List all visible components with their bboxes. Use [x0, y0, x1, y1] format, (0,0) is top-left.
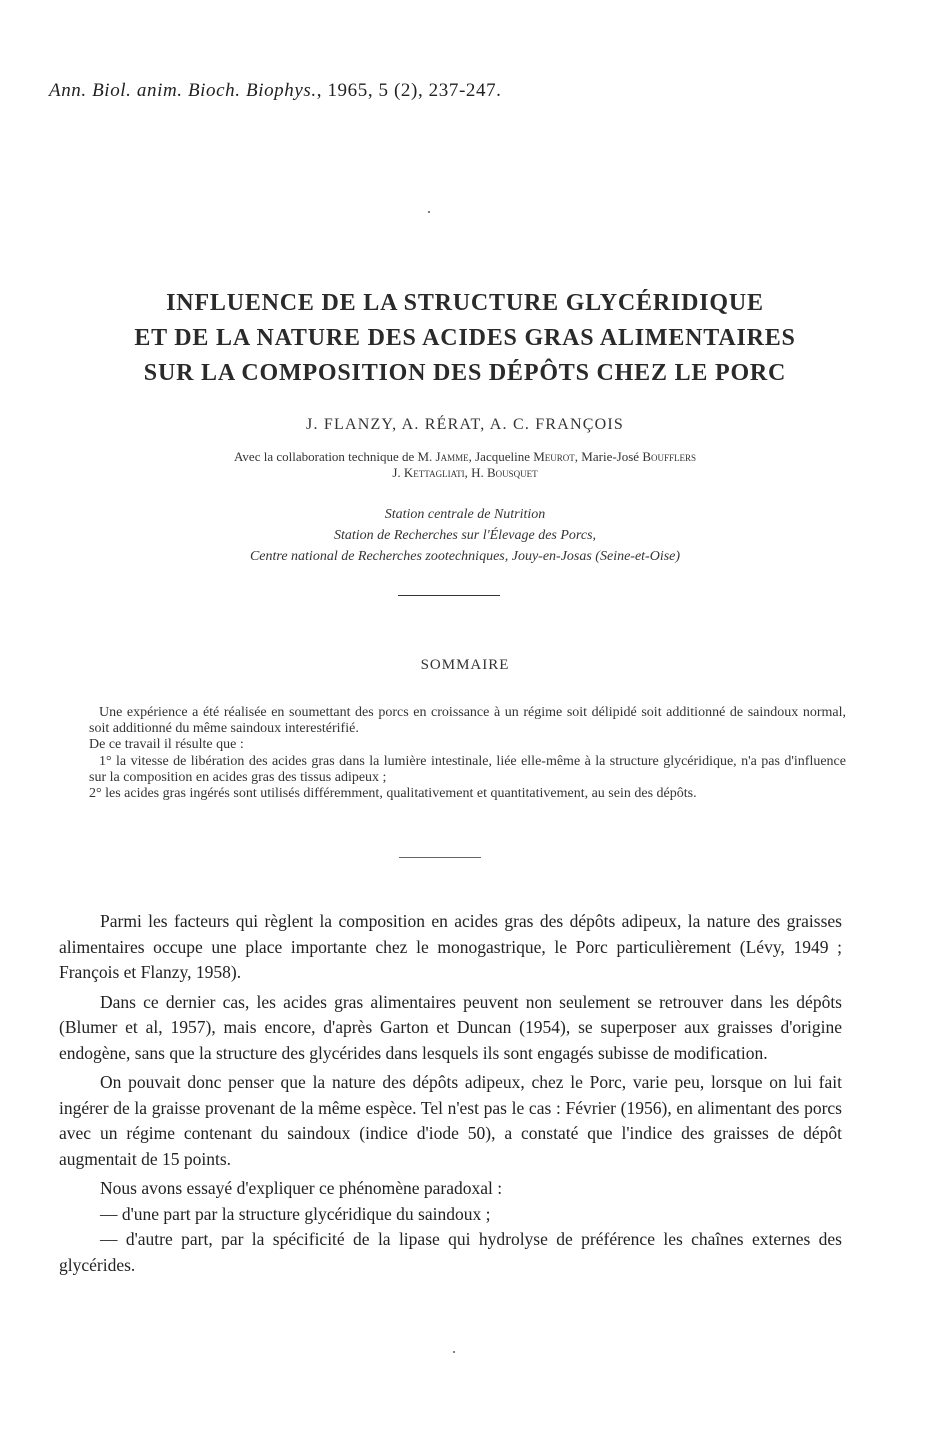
- collab-name: Meurot: [533, 449, 575, 464]
- body-text: [59, 909, 842, 1278]
- collaboration-line-2: [0, 465, 930, 481]
- body-paragraph: Parmi les facteurs qui règlent la composition en acides gras des dépôts adipeux, la nature des graisses alimentaires occupe une place importante chez le monogastrique, le Porc particulièrement (Lévy, 1949 ; François et Flanzy, 1958).: [59, 911, 842, 982]
- affiliation-line-2: Station de Recherches sur l'Élevage des Porcs,: [333, 528, 597, 543]
- collaboration-line-1: [0, 449, 930, 465]
- journal-reference: [49, 80, 502, 102]
- affiliation-line-1: Station centrale de Nutrition: [384, 507, 546, 522]
- author-list: J. FLANZY, A. RÉRAT, A. C. FRANÇOIS: [306, 416, 624, 433]
- collab-prefix: J.: [392, 465, 404, 480]
- collab-name: Kettagliati: [403, 465, 465, 480]
- speck-mark: [453, 1351, 455, 1353]
- speck-mark: [428, 211, 430, 213]
- collab-separator: , Marie-José: [574, 449, 643, 464]
- body-list-item: — d'autre part, par la spécificité de la lipase qui hydrolyse de préférence les chaînes externes des glycérides.: [59, 1229, 842, 1275]
- summary-paragraph: 2° les acides gras ingérés sont utilisés différemment, qualitativement et quantitativement, au sein des dépôts.: [89, 786, 697, 802]
- summary-text: [89, 705, 846, 802]
- summary-paragraph: De ce travail il résulte que :: [89, 737, 244, 753]
- summary-paragraph: 1° la vitesse de libération des acides gras dans la lumière intestinale, liée elle-même à la structure glycéridique, n'a pas d'influence sur la composition en acides gras des tissus adipeux ;: [89, 753, 846, 785]
- section-divider: [398, 595, 500, 596]
- affiliation: [0, 504, 930, 567]
- journal-name: Ann. Biol. anim. Bioch. Biophys.: [49, 80, 317, 101]
- section-divider: [399, 857, 481, 858]
- collab-name: Jamme: [435, 449, 469, 464]
- collab-separator: , Jacqueline: [468, 449, 534, 464]
- title-line-1: INFLUENCE DE LA STRUCTURE GLYCÉRIDIQUE: [166, 290, 764, 316]
- journal-citation: , 1965, 5 (2), 237-247.: [316, 80, 502, 101]
- collab-prefix: Avec la collaboration technique de M.: [234, 449, 436, 464]
- affiliation-line-3: Centre national de Recherches zootechniques, Jouy-en-Josas (Seine-et-Oise): [249, 549, 681, 564]
- collab-name: Bousquet: [486, 465, 538, 480]
- body-paragraph: Dans ce dernier cas, les acides gras alimentaires peuvent non seulement se retrouver dans les dépôts (Blumer et al, 1957), mais encore, d'après Garton et Duncan (1954), se superposer aux graisses d'origine endogène, sans que la structure des glycérides dans lesquels ils sont engagés subisse de modification.: [59, 991, 842, 1063]
- collab-separator: , H.: [464, 465, 487, 480]
- body-paragraph: On pouvait donc penser que la nature des dépôts adipeux, chez le Porc, varie peu, lorsque on lui fait ingérer de la graisse provenant de la même espèce. Tel n'est pas le cas : Février (1956), en alimentant des porcs avec un régime contenant du saindoux (indice d'iode 50), a constaté que l'indice des graisses de dépôt augmentait de 15 points.: [59, 1072, 842, 1169]
- collaboration-note: [0, 449, 930, 481]
- title-line-2: ET DE LA NATURE DES ACIDES GRAS ALIMENTAIRES: [134, 325, 796, 351]
- paper-title: [0, 286, 930, 391]
- collab-name: Boufflers: [642, 449, 696, 464]
- body-paragraph: Nous avons essayé d'expliquer ce phénomène paradoxal :: [100, 1178, 503, 1198]
- body-list-item: — d'une part par la structure glycéridique du saindoux ;: [100, 1203, 491, 1224]
- summary-heading: SOMMAIRE: [420, 657, 510, 673]
- title-line-3: SUR LA COMPOSITION DES DÉPÔTS CHEZ LE PORC: [143, 360, 787, 386]
- summary-paragraph: Une expérience a été réalisée en soumettant des porcs en croissance à un régime soit délipidé soit additionné de saindoux normal, soit additionné du même saindoux interestérifié.: [89, 705, 846, 737]
